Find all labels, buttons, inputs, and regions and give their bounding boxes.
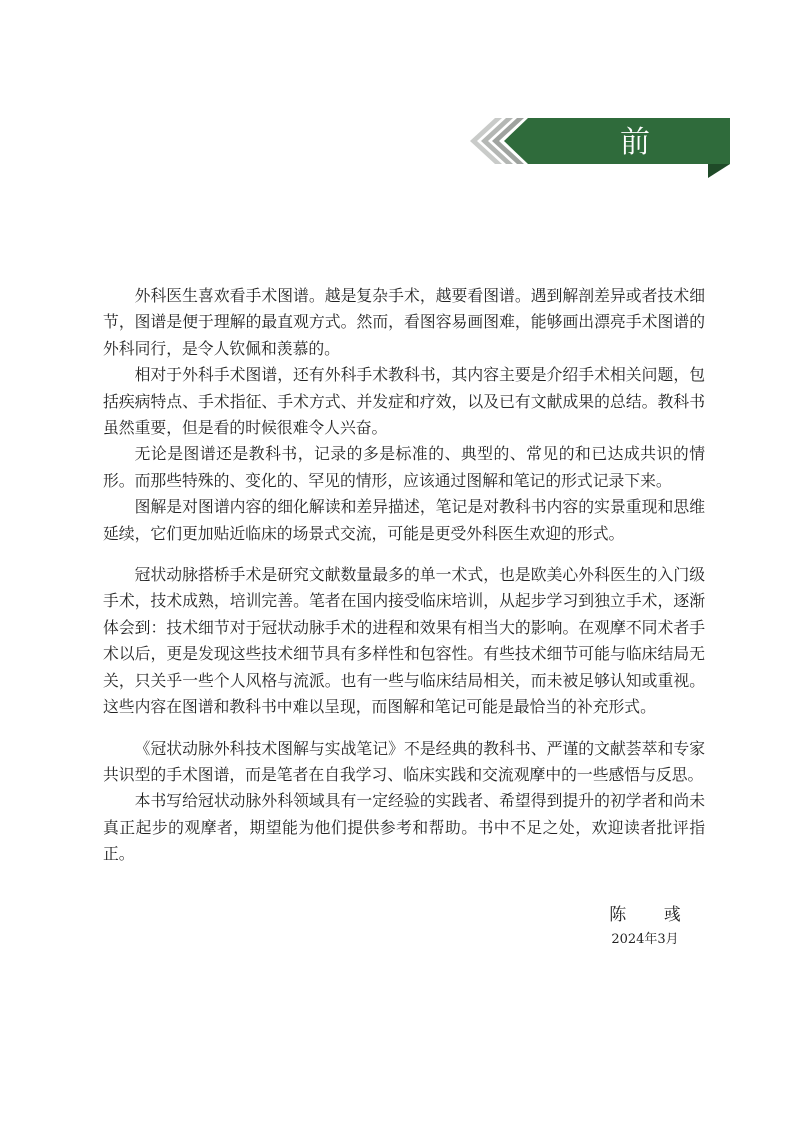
signature-block [590, 902, 700, 950]
page-title: 前 言 [605, 125, 740, 210]
paragraph-5: 冠状动脉搭桥手术是研究文献数量最多的单一术式，也是欧美心外科医生的入门级手术，技术成熟，培训完善。笔者在国内接受临床培训，从起步学习到独立手术，逐渐体会到：技术细节对于冠状动脉手术的进程和效果有相当大的影响。在观摩不同术者手术以后，更是发现这些技术细节具有多样性和包容性。有些技术细节可能与临床结局无关，只关乎一些个人风格与流派。也有一些与临床结局相关，而未被足够认知或重视。这些内容在图谱和教科书中难以呈现，而图解和笔记可能是最恰当的补充形式。 [103, 565, 705, 717]
paragraph-6: 《冠状动脉外科技术图解与实战笔记》不是经典的教科书、严谨的文献荟萃和专家共识型的手术图谱，而是笔者在自我学习、临床实践和交流观摩中的一些感悟与反思。 [103, 738, 705, 784]
paragraph-1: 外科医生喜欢看手术图谱。越是复杂手术，越要看图谱。遇到解剖差异或者技术细节，图谱是便于理解的最直观方式。然而，看图容易画图难，能够画出漂亮手术图谱的外科同行，是令人钦佩和羡慕的。 [103, 286, 705, 358]
paragraph-7: 本书写给冠状动脉外科领域具有一定经验的实践者、希望得到提升的初学者和尚未真正起步的观摩者，期望能为他们提供参考和帮助。书中不足之处，欢迎读者批评指正。 [103, 791, 705, 864]
author-name: 陈 彧 [609, 905, 697, 925]
preface-body [103, 283, 705, 868]
date-text: 2024年3月 [611, 932, 679, 947]
paragraph-2: 相对于外科手术图谱，还有外科手术教科书，其内容主要是介绍手术相关问题，包括疾病特点、手术指征、手术方式、并发症和疗效，以及已有文献成果的总结。教科书虽然重要，但是看的时候很难令人兴奋。 [103, 365, 705, 438]
paragraph-4: 图解是对图谱内容的细化解读和差异描述，笔记是对教科书内容的实景重现和思维延续，它们更加贴近临床的场景式交流，可能是更受外科医生欢迎的形式。 [103, 497, 705, 543]
paragraph-3: 无论是图谱还是教科书，记录的多是标准的、典型的、常见的和已达成共识的情形。而那些特殊的、变化的、罕见的情形，应该通过图解和笔记的形式记录下来。 [103, 444, 705, 490]
